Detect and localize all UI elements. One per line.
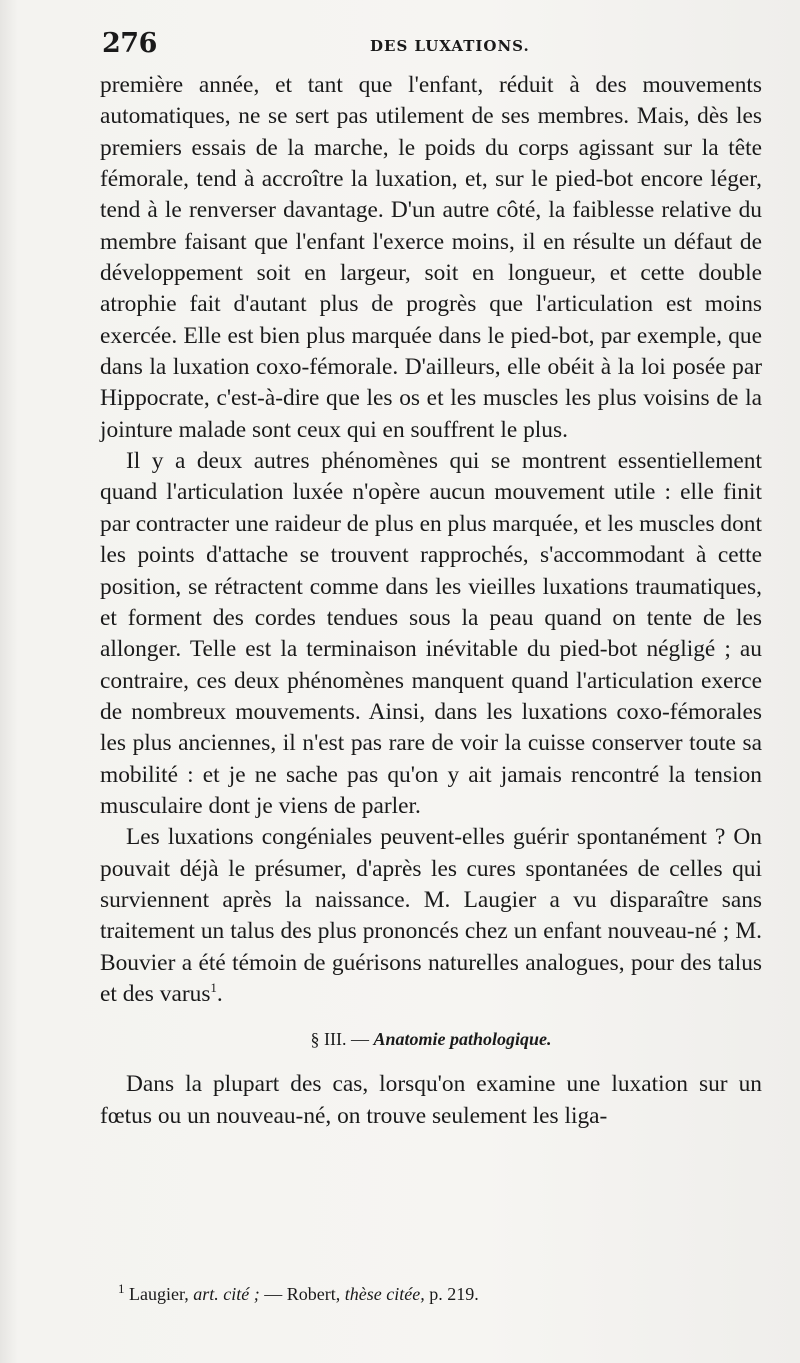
footnote-ref-2: thèse citée, [344,1284,425,1304]
footnote-page: p. 219. [429,1284,479,1304]
page-number: 276 [102,28,157,59]
running-head: DES LUXATIONS. [370,37,530,55]
footnote-reference: 1 [210,980,217,996]
footnote-author-1: Laugier, [129,1284,189,1304]
paragraph-1: première année, et tant que l'enfant, réduit à des mouvements automatiques, ne se sert pas utilement de ses membres. Mais, dès les premiers essais de la marche, le poids du corps agissant sur la tête fémorale, tend à accroître la luxation, et, sur le pied-bot encore léger, tend à le renverser davantage. D'un autre côté, la faiblesse relative du membre faisant que l'enfant l'exerce moins, il en résulte un défaut de développement soit en largeur, soit en longueur, et cette double atrophie fait d'autant plus de progrès que l'articulation est moins exercée. Elle est bien plus marquée dans le pied-bot, par exemple, que dans la luxation coxo-fémorale. D'ailleurs, elle obéit à la loi posée par Hippocrate, c'est-à-dire que les os et les muscles les plus voisins de la jointure malade sont ceux qui en souffrent le plus. [100,72,762,443]
footnote-author-2: Robert, [286,1284,341,1304]
body-text [100,70,762,1132]
paragraph-2: Il y a deux autres phénomènes qui se montrent essentiellement quand l'articulation luxée n'opère aucun mouvement utile : elle finit par contracter une raideur de plus en plus marquée, et les muscles dont les points d'attache se trouvent rapprochés, s'accommodant à cette position, se rétractent comme dans les vieilles luxations traumatiques, et forment des cordes tendues sous la peau quand on tente de les allonger. Telle est la terminaison inévitable du pied-bot négligé ; au contraire, ces deux phénomènes manquent quand l'articulation exerce de nombreux mouvements. Ainsi, dans les luxations coxo-fémorales les plus anciennes, il n'est pas rare de voir la cuisse conserver toute sa mobilité : et je ne sache pas qu'on y ait jamais rencontré la tension musculaire dont je viens de parler. [100,448,762,819]
footnote-number: 1 [118,1281,125,1296]
footnote [118,1282,758,1306]
paragraph-3-text: Les luxations congéniales peuvent-elles guérir spontanément ? On pouvait déjà le présumer, d'après les cures spontanées de celles qui surviennent après la naissance. M. Laugier a vu disparaître sans traitement un talus des plus prononcés chez un enfant nouveau-né ; M. Bouvier a été témoin de guérisons naturelles analogues, pour des talus et des varus [100,824,762,1007]
paragraph-3: Les luxations congéniales peuvent-elles guérir spontanément ? On pouvait déjà le présumer, d'après les cures spontanées de celles qui surviennent après la naissance. M. Laugier a vu disparaître sans traitement un talus des plus prononcés chez un enfant nouveau-né ; M. Bouvier a été témoin de guérisons naturelles analogues, pour des talus et des varus$^1$. [100,824,762,1007]
footnote-separator: — [264,1284,283,1304]
page-header [100,28,760,68]
paragraph-4: Dans la plupart des cas, lorsqu'on examine une luxation sur un fœtus ou un nouveau-né, on trouve seulement les liga- [100,1071,762,1129]
section-title: Anatomie pathologique. [373,1029,552,1050]
footnote-ref-1: art. cité ; [193,1284,260,1304]
section-number: § III. — [310,1029,369,1050]
section-heading [100,1024,762,1054]
